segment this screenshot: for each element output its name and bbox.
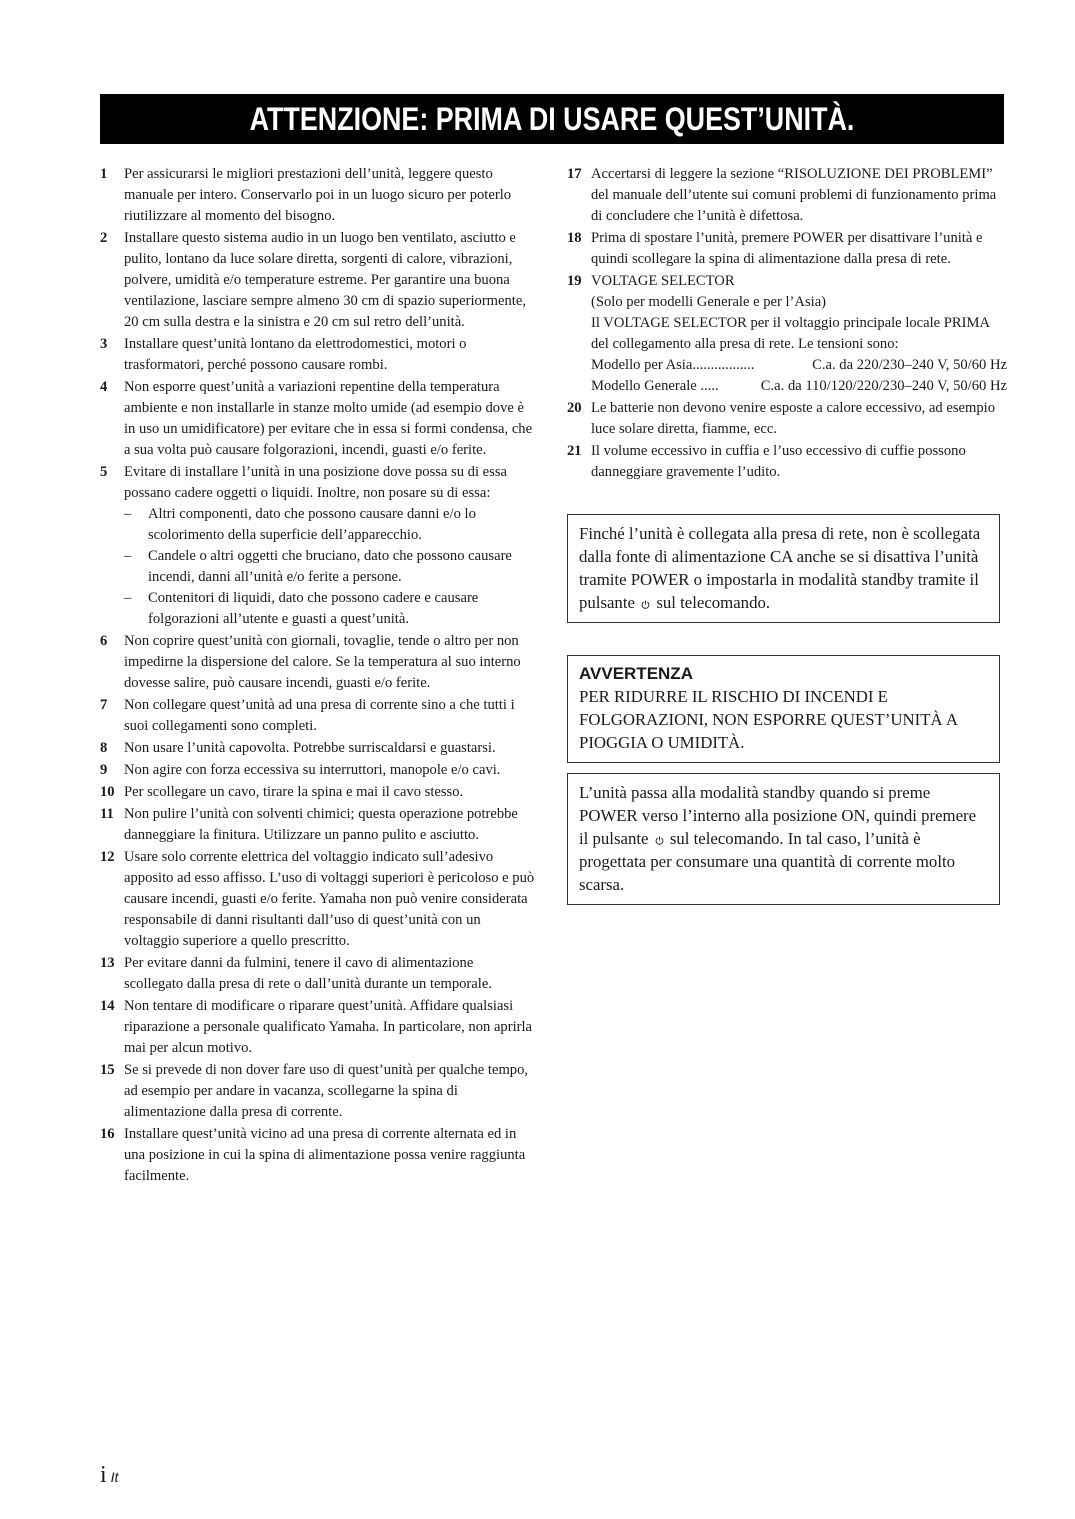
warning-text: PER RIDURRE IL RISCHIO DI INCENDI E FOLGORAZIONI, NON ESPORRE QUEST’UNITÀ A PIOGGIA O UMIDITÀ. (579, 687, 958, 752)
list-item (100, 1060, 536, 1123)
item-text: Non agire con forza eccessiva su interruttori, manopole e/o cavi. (124, 762, 501, 778)
page-footer (100, 1462, 118, 1489)
item-number: 9 (100, 762, 108, 778)
item-number: 7 (100, 697, 108, 713)
list-item (567, 441, 1007, 483)
list-item (100, 782, 536, 803)
item-number: 21 (567, 443, 582, 459)
page-title: ATTENZIONE: PRIMA DI USARE QUEST’UNITÀ. (249, 100, 855, 137)
page-number: i (100, 1462, 107, 1488)
item-body (591, 271, 1007, 397)
item-line: Il VOLTAGE SELECTOR per il voltaggio principale locale PRIMA del collegamento alla presa di rete. Le tensioni sono: (591, 315, 990, 352)
item-text: Per scollegare un cavo, tirare la spina e mai il cavo stesso. (124, 784, 464, 800)
list-item (100, 760, 536, 781)
item-text: Prima di spostare l’unità, premere POWER per disattivare l’unità e quindi scollegare la spina di alimentazione dalla presa di rete. (591, 230, 983, 267)
language-code: It (110, 1469, 119, 1485)
item-text: Per assicurarsi le migliori prestazioni dell’unità, leggere questo manuale per intero. Conservarlo poi in un luogo sicuro per poterlo riutilizzare al momento del bisogno. (124, 166, 512, 224)
power-icon (655, 836, 664, 845)
voltage-row (591, 355, 1007, 376)
item-number: 17 (567, 166, 582, 182)
item-number: 8 (100, 740, 108, 756)
item-text: Non usare l’unità capovolta. Potrebbe surriscaldarsi e guastarsi. (124, 740, 496, 756)
notice-box-standby-power (567, 514, 1000, 623)
item-line: VOLTAGE SELECTOR (591, 273, 735, 289)
list-item (100, 953, 536, 995)
voltage-row (591, 376, 1007, 397)
list-item (100, 334, 536, 376)
item-text: Le batterie non devono venire esposte a calore eccessivo, ad esempio luce solare diretta, fiamme, ecc. (591, 400, 996, 437)
item-text: Installare quest’unità vicino ad una presa di corrente alternata ed in una posizione in cui la spina di alimentazione possa venire raggiunta facilmente. (124, 1126, 526, 1184)
item-text: Per evitare danni da fulmini, tenere il cavo di alimentazione scollegato dalla presa di rete o dall’unità durante un temporale. (124, 955, 492, 992)
voltage-value: C.a. da 110/120/220/230–240 V, 50/60 Hz (760, 378, 1007, 394)
notice-text (579, 522, 988, 614)
item-text: Il volume eccessivo in cuffia e l’uso eccessivo di cuffie possono danneggiare gravemente l’udito. (591, 443, 966, 480)
item-number: 14 (100, 998, 115, 1014)
item-text: Installare questo sistema audio in un luogo ben ventilato, asciutto e pulito, lontano da luce solare diretta, sorgenti di calore, vibrazioni, polvere, umidità e/o temperature estreme. Per garantire una buona ventilazione, lasciare sempre almeno 30 cm di spazio superiormente, 20 cm sulla destra e la sinistra e 20 cm sul retro dell’unità. (124, 230, 526, 330)
list-item (100, 996, 536, 1059)
item-line: (Solo per modelli Generale e per l’Asia) (591, 294, 827, 310)
sub-item: – Altri componenti, dato che possono causare danni e/o lo scolorimento della superficie dell’apparecchio. (124, 504, 536, 546)
left-column (100, 164, 536, 1188)
list-item (567, 228, 1007, 270)
item-number: 4 (100, 379, 108, 395)
item-number: 12 (100, 849, 115, 865)
notice-text-after: sul telecomando. (656, 593, 771, 612)
list-item (567, 398, 1007, 440)
right-column (567, 164, 1007, 484)
voltage-value: C.a. da 220/230–240 V, 50/60 Hz (812, 357, 1007, 373)
warning-box (567, 655, 1000, 763)
item-text: Non esporre quest’unità a variazioni repentine della temperatura ambiente e non installarle in stanze molto umide (ad esempio dove è in uso un umidificatore) per evitare che in essa si formi condensa, che a sua volta può causare folgorazioni, incendi, guasti e/o ferite. (124, 379, 533, 458)
item-text: Accertarsi di leggere la sezione “RISOLUZIONE DEI PROBLEMI” del manuale dell’utente sui comuni problemi di funzionamento prima di concludere che l’unità è difettosa. (591, 166, 997, 224)
notice-box-standby-mode (567, 773, 1000, 905)
item-number: 1 (100, 166, 108, 182)
item-number: 3 (100, 336, 108, 352)
list-item (100, 847, 536, 952)
item-number: 15 (100, 1062, 115, 1078)
item-number: 6 (100, 633, 108, 649)
item-text: Se si prevede di non dover fare uso di quest’unità per qualche tempo, ad esempio per andare in vacanza, scollegarne la spina di alimentazione dalla presa di corrente. (124, 1062, 529, 1120)
power-icon (641, 600, 650, 609)
list-item (100, 164, 536, 227)
item-text: Evitare di installare l’unità in una posizione dove possa su di essa possano cadere oggetti o liquidi. Inoltre, non posare su di essa: (124, 464, 507, 501)
item-number: 20 (567, 400, 582, 416)
item-text: Non tentare di modificare o riparare quest’unità. Affidare qualsiasi riparazione a personale qualificato Yamaha. In particolare, non aprirla mai per alcun motivo. (124, 998, 533, 1056)
sub-item-text: Candele o altri oggetti che bruciano, dato che possono causare incendi, danni all’unità e/o ferite a persone. (148, 548, 512, 585)
item-text: Non collegare quest’unità ad una presa di corrente sino a che tutti i suoi collegamenti sono completi. (124, 697, 515, 734)
list-item (100, 462, 536, 630)
sub-item-text: Altri componenti, dato che possono causare danni e/o lo scolorimento della superficie dell’apparecchio. (148, 506, 476, 543)
list-item (567, 164, 1007, 227)
list-item (567, 271, 1007, 397)
notice-text-after: sul telecomando. In tal caso, l’unità è progettata per consumare una quantità di corrente molto scarsa. (579, 829, 956, 894)
item-text: Installare quest’unità lontano da elettrodomestici, motori o trasformatori, perché possono causare rombi. (124, 336, 467, 373)
list-item (100, 228, 536, 333)
list-item (100, 1124, 536, 1187)
item-number: 2 (100, 230, 108, 246)
item-number: 18 (567, 230, 582, 246)
warning-heading: AVVERTENZA (579, 664, 693, 683)
item-number: 10 (100, 784, 115, 800)
notice-text-before: L’unità passa alla modalità standby quando si preme POWER verso l’interno alla posizione ON, quindi premere il pulsante (579, 783, 977, 848)
notice-text-before: Finché l’unità è collegata alla presa di rete, non è scollegata dalla fonte di alimentazione CA anche se si disattiva l’unità tramite POWER o impostarla in modalità standby tramite il pulsante (579, 524, 981, 612)
list-item (100, 804, 536, 846)
item-text: Non coprire quest’unità con giornali, tovaglie, tende o altro per non impedirne la dispersione del calore. Se la temperatura al suo interno dovesse salire, può causare incendi, guasti e/o ferite. (124, 633, 521, 691)
item-number: 19 (567, 273, 582, 289)
item-number: 16 (100, 1126, 115, 1142)
item-number: 13 (100, 955, 115, 971)
sub-item-text: Contenitori di liquidi, dato che possono cadere e causare folgorazioni all’utente e guasti a quest’unità. (148, 590, 479, 627)
item-number: 11 (100, 806, 114, 822)
voltage-model: Modello Generale ..... (591, 378, 719, 394)
sub-item: – Candele o altri oggetti che bruciano, dato che possono causare incendi, danni all’unità e/o ferite a persone. (124, 546, 536, 588)
list-item (100, 631, 536, 694)
item-number: 5 (100, 464, 108, 480)
list-item (100, 377, 536, 461)
item-body (124, 462, 536, 630)
item-text: Non pulire l’unità con solventi chimici; questa operazione potrebbe danneggiare la finitura. Utilizzare un panno pulito e asciutto. (124, 806, 518, 843)
list-item (100, 695, 536, 737)
title-banner (100, 94, 1004, 144)
notice-text (579, 781, 988, 896)
item-text: Usare solo corrente elettrica del voltaggio indicato sull’adesivo apposito ad esso affisso. L’uso di voltaggi superiori è pericoloso e può causare incendi, guasti e/o ferite. Yamaha non può venire considerata responsabile di danni risultanti dall’uso di quest’unità con un voltaggio superiore a quello prescritto. (124, 849, 535, 949)
sub-item: – Contenitori di liquidi, dato che possono cadere e causare folgorazioni all’utente e guasti a quest’unità. (124, 588, 536, 630)
voltage-model: Modello per Asia................. (591, 357, 755, 373)
list-item (100, 738, 536, 759)
